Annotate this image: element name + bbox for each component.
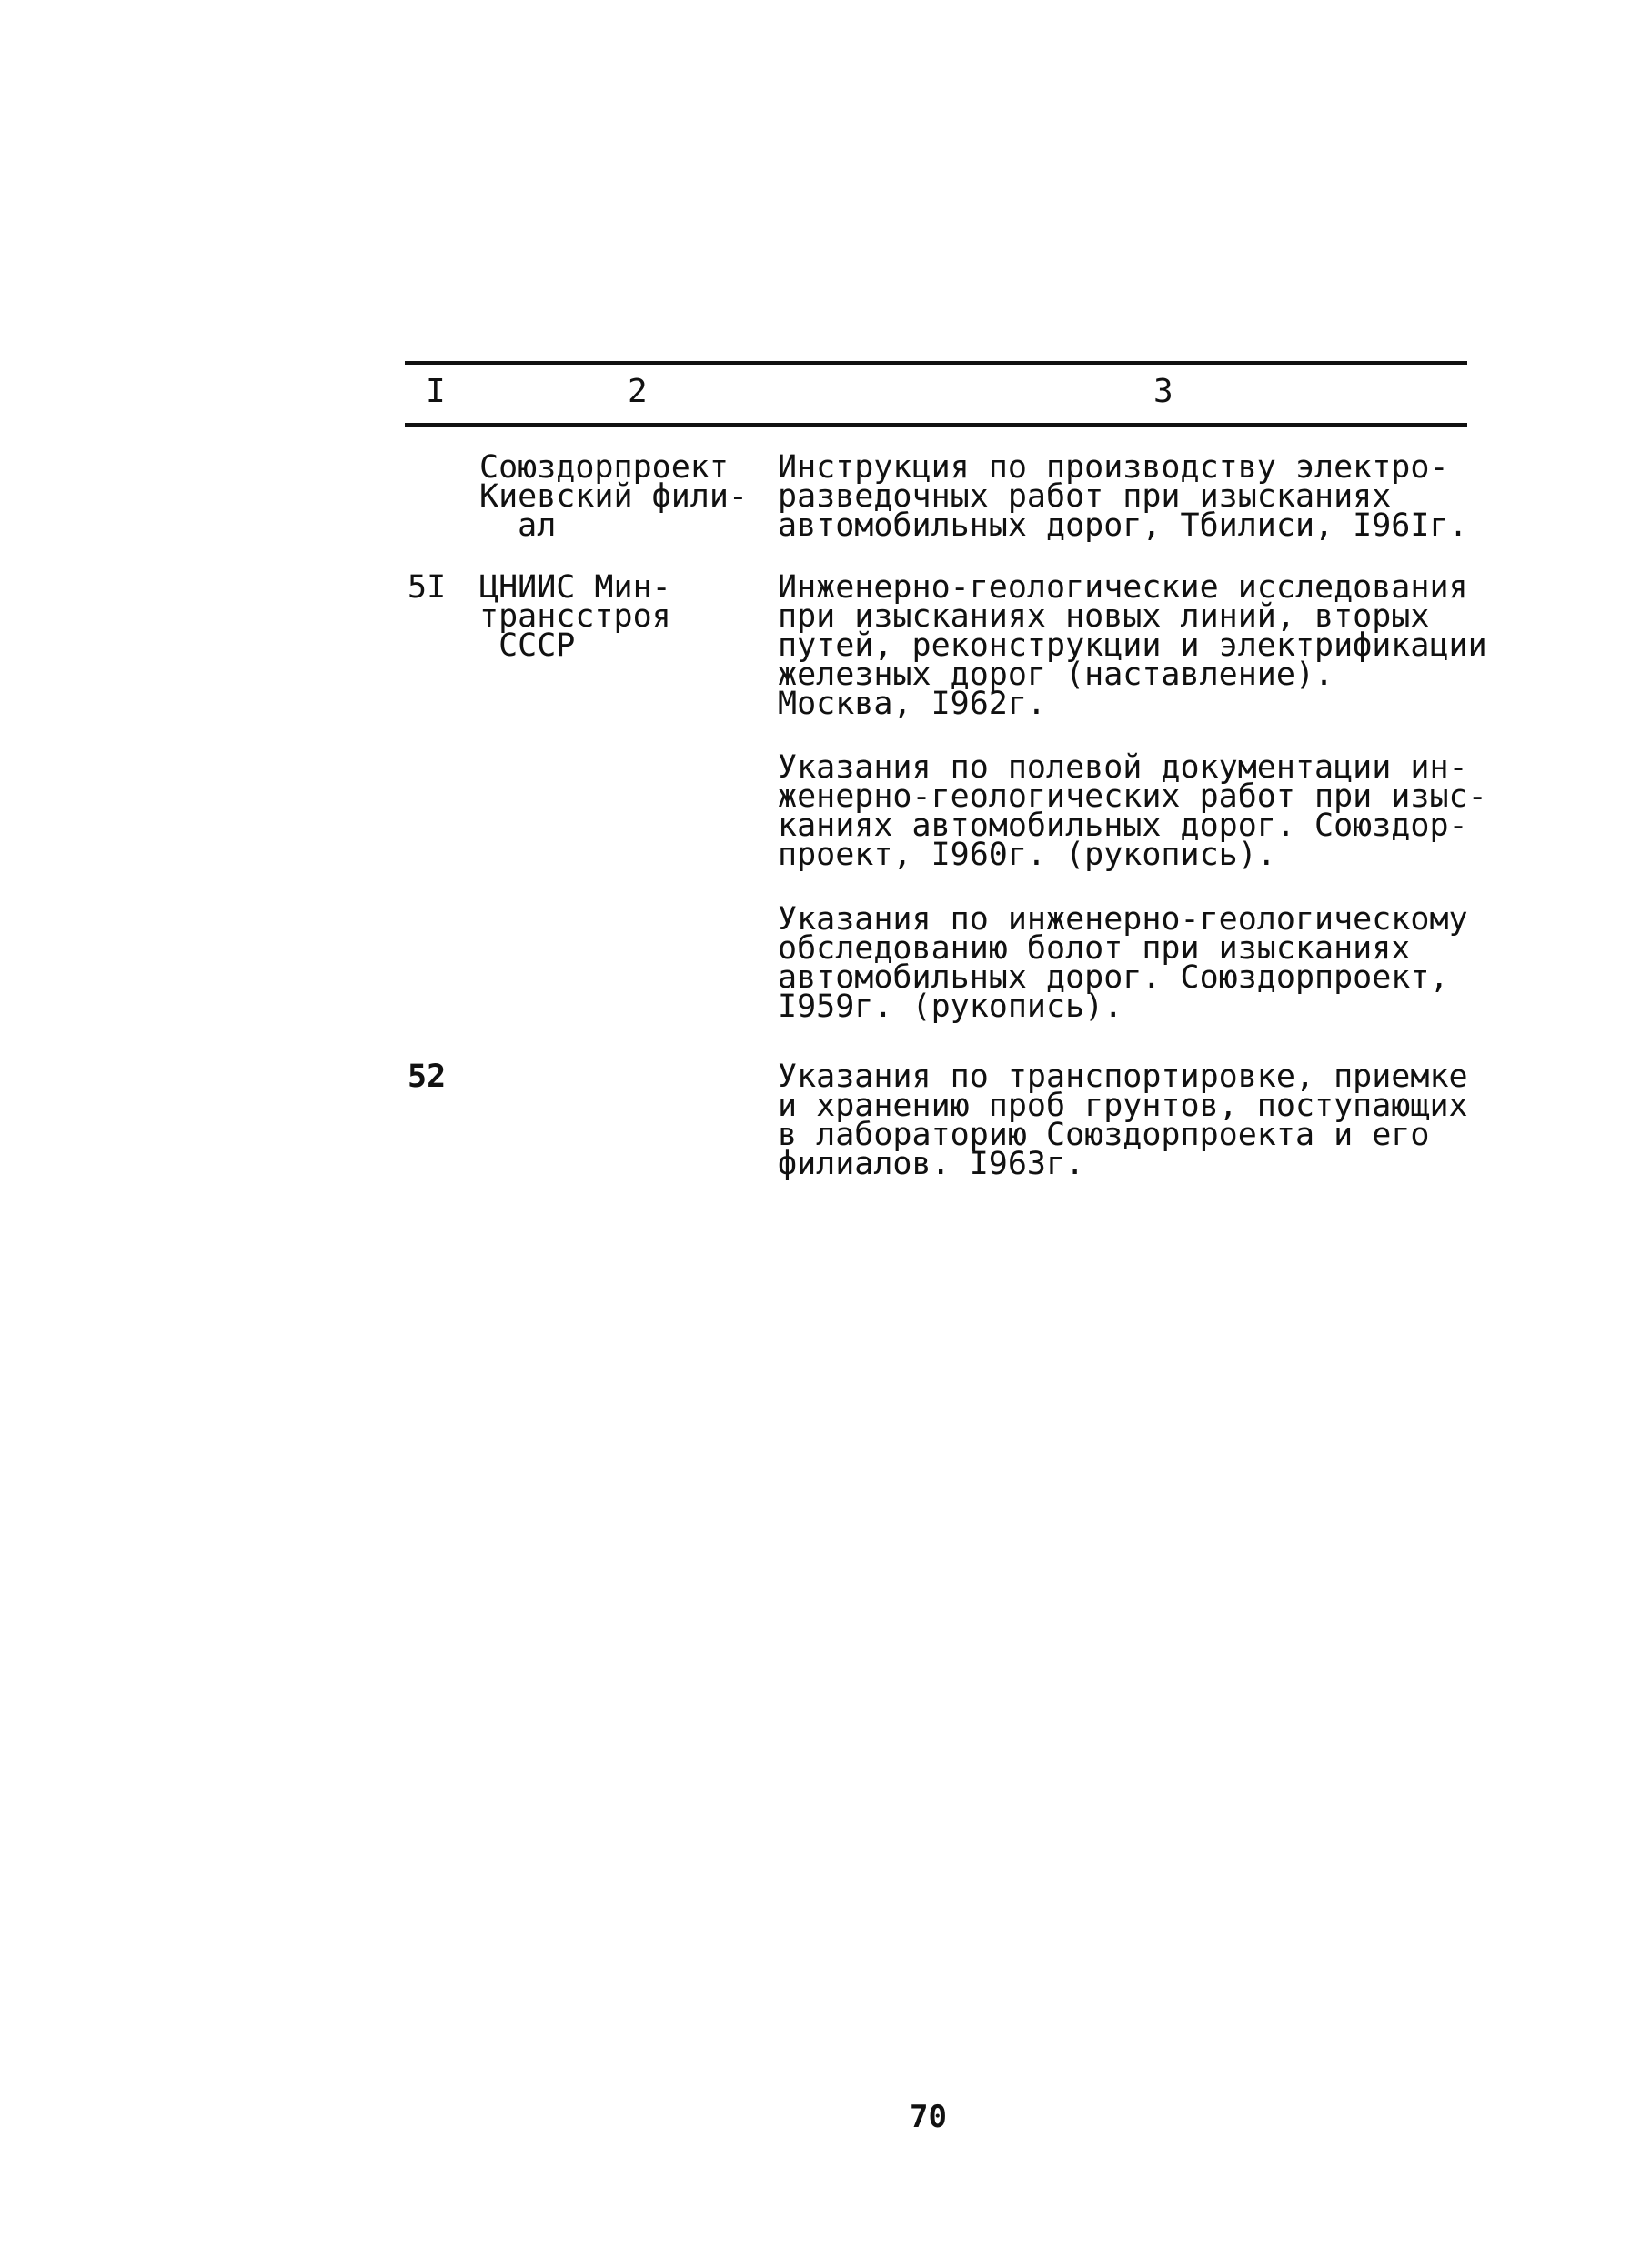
column-header-3: 3 [1153,373,1173,410]
page-number: 70 [910,2099,947,2135]
row-2-number: 5I [408,569,447,606]
column-header-1: I [426,373,446,410]
row-1-organization: Союздорпроект Киевский фили- ал [479,449,749,544]
table-top-rule [405,361,1467,365]
row-2-organization: ЦНИИС Мин- трансстроя СССР [479,569,671,664]
row-3-entry-1: Указания по транспортировке, приемке и хранению проб грунтов, поступающих в лабораторию Союздорпроекта и его филиалов. I963г. [778,1059,1468,1182]
table-header-rule [405,423,1467,427]
row-2-entry-2: Указания по полевой документации ин- женерно-геологических работ при изыс- каниях автомобильных дорог. Союздор- проект, I960г. (рукопись). [778,749,1487,873]
row-2-entry-1: Инженерно-геологические исследования при изысканиях новых линий, вторых путей, реконструкции и электрификации железных дорог (наставление). Москва, I962г. [778,569,1487,722]
row-2-entry-3: Указания по инженерно-геологическому обследованию болот при изысканиях автомобильных дорог. Союздорпроект, I959г. (рукопись). [778,901,1468,1025]
row-1-entry-1: Инструкция по производству электро- разведочных работ при изысканиях автомобильных дорог, Тбилиси, I96Iг. [778,449,1468,544]
column-header-2: 2 [628,373,648,410]
row-3-number: 52 [408,1059,447,1095]
